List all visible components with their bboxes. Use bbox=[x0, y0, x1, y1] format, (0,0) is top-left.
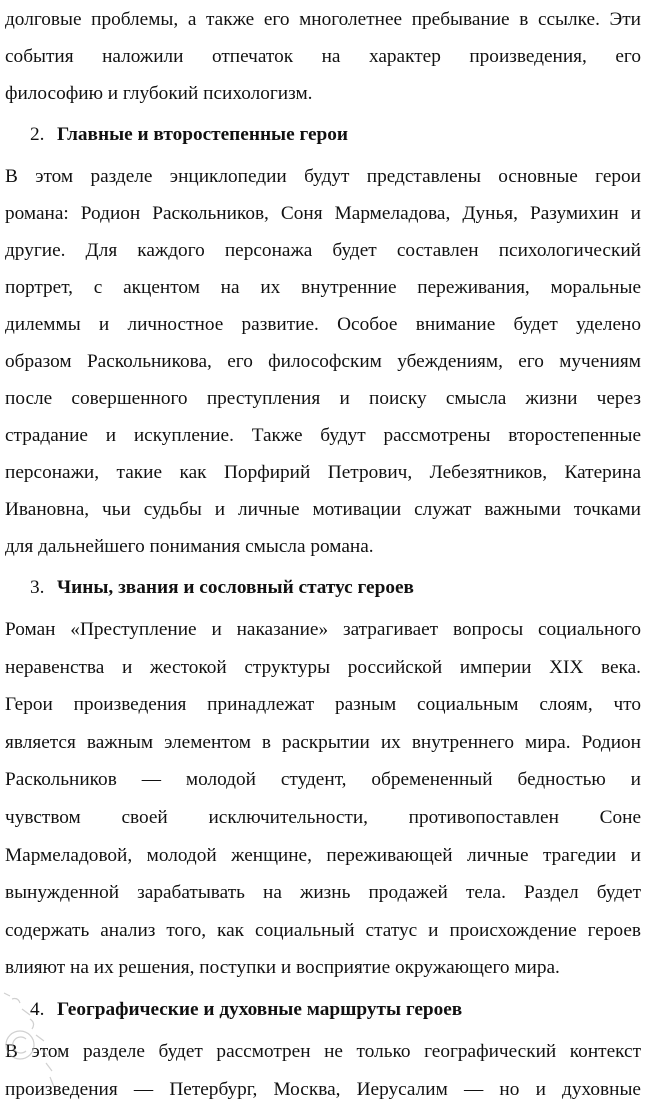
text-line: Раскольников — молодой студент, обремененный бедностью и bbox=[5, 769, 641, 791]
text-line: образом Раскольникова, его философским убеждениям, его мучениям bbox=[5, 351, 641, 372]
text-line: Мармеладовой, молодой женщине, переживающей личные трагедии и bbox=[5, 844, 641, 866]
text-line: Ивановна, чьи судьбы и личные мотивации служат важными точками bbox=[5, 499, 641, 520]
text-line: долговые проблемы, а также его многолетнее пребывание в ссылке. Эти bbox=[5, 9, 641, 30]
text-line: вынужденной зарабатывать на жизнь продажей тела. Раздел будет bbox=[5, 882, 641, 904]
text-line: страдание и искупление. Также будут рассмотрены второстепенные bbox=[5, 425, 641, 446]
text-line: Роман «Преступление и наказание» затрагивает вопросы социального bbox=[5, 619, 641, 640]
text-line: является важным элементом в раскрытии их внутреннего мира. Родион bbox=[5, 731, 641, 753]
text-line: события наложили отпечаток на характер произведения, его bbox=[5, 46, 641, 67]
text-line: философию и глубокий психологизм. bbox=[5, 83, 313, 104]
text-line: произведения — Петербург, Москва, Иерусалим — но и духовные bbox=[5, 1078, 641, 1100]
text-line: романа: Родион Раскольников, Соня Мармеладова, Дунья, Разумихин и bbox=[5, 203, 641, 224]
text-line: для дальнейшего понимания смысла романа. bbox=[5, 536, 374, 557]
text-line: В этом разделе энциклопедии будут представлены основные герои bbox=[5, 166, 641, 187]
text-line: содержать анализ того, как социальный статус и происхождение героев bbox=[5, 919, 641, 941]
section-number: 3. bbox=[30, 577, 45, 598]
text-line: после совершенного преступления и поиску смысла жизни через bbox=[5, 388, 641, 409]
text-line: влияют на их решения, поступки и восприятие окружающего мира. bbox=[5, 957, 560, 979]
text-line: портрет, с акцентом на их внутренние переживания, моральные bbox=[5, 277, 641, 298]
text-line: персонажи, такие как Порфирий Петрович, Лебезятников, Катерина bbox=[5, 462, 641, 483]
intro-paragraph bbox=[5, 1, 641, 112]
text-line: дилеммы и личностное развитие. Особое внимание будет уделено bbox=[5, 314, 641, 335]
section-heading-4 bbox=[5, 987, 641, 1033]
section-paragraph-4 bbox=[5, 1033, 641, 1108]
text-line: Герои произведения принадлежат разным социальным слоям, что bbox=[5, 694, 641, 716]
section-heading-2 bbox=[5, 112, 641, 158]
section-number: 2. bbox=[30, 124, 45, 145]
text-line: неравенства и жестокой структуры российской империи XIX века. bbox=[5, 656, 641, 678]
text-line: другие. Для каждого персонажа будет составлен психологический bbox=[5, 240, 641, 261]
text-line: В этом разделе будет рассмотрен не только географический контекст bbox=[5, 1040, 641, 1062]
section-number: 4. bbox=[30, 998, 45, 1020]
section-paragraph-3 bbox=[5, 611, 641, 987]
section-title: Географические и духовные маршруты героев bbox=[57, 998, 463, 1020]
section-title: Главные и второстепенные герои bbox=[57, 124, 349, 145]
section-title: Чины, звания и сословный статус героев bbox=[57, 577, 414, 598]
section-heading-3 bbox=[5, 565, 641, 611]
text-line: чувством своей исключительности, противопоставлен Соне bbox=[5, 806, 641, 828]
section-paragraph-2 bbox=[5, 158, 641, 565]
document-page bbox=[5, 1, 641, 1108]
